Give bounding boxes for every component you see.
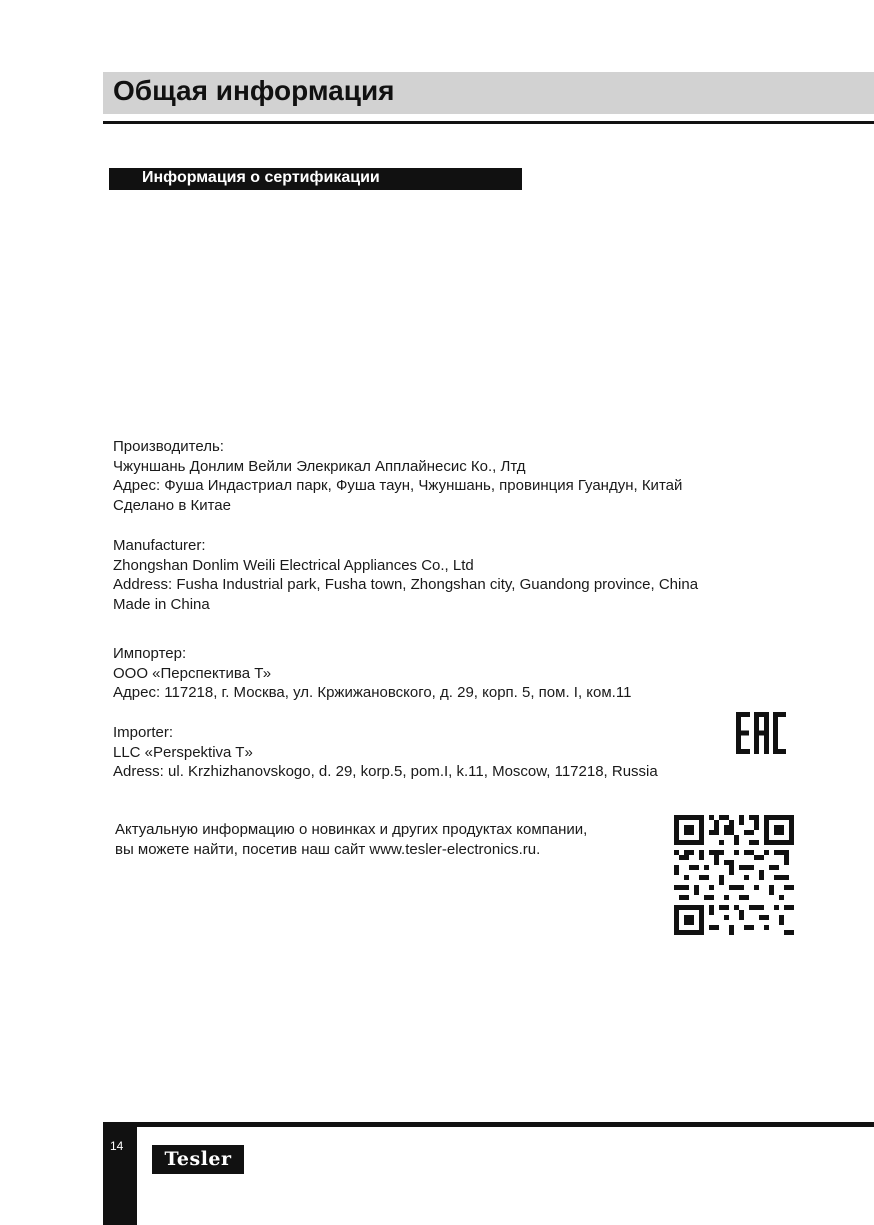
manufacturer-ru-company: Чжуншань Донлим Вейли Элекрикал Апплайнесис Ко., Лтд [113, 457, 526, 475]
page-number: 14 [110, 1139, 124, 1153]
manufacturer-en-block [113, 536, 698, 614]
section-header [109, 168, 522, 190]
importer-ru-label: Импортер: [113, 645, 187, 662]
eac-mark [736, 712, 786, 754]
footer-side-bar [103, 1122, 137, 1225]
importer-en-label: Importer: [113, 724, 174, 741]
header-rule [103, 121, 874, 124]
manufacturer-en-company: Zhongshan Donlim Weili Electrical Appliances Co., Ltd [113, 556, 474, 574]
header-bar [103, 72, 874, 114]
website-info-line-1: Актуальную информацию о новинках и других продуктах компании, [115, 821, 588, 838]
manufacturer-en-made-in: Made in China [113, 595, 210, 613]
qr-code-icon [674, 815, 794, 935]
importer-ru-company: ООО «Перспектива Т» [113, 664, 272, 682]
manufacturer-ru-address: Адрес: Фуша Индастриал парк, Фуша таун, Чжуншань, провинция Гуандун, Китай [113, 477, 683, 494]
importer-en-address: Adress: ul. Krzhizhanovskogo, d. 29, korp.5, pom.I, k.11, Moscow, 117218, Russia [113, 763, 658, 780]
importer-ru-block [113, 644, 631, 703]
footer-rule [103, 1122, 874, 1127]
manufacturer-ru-block [113, 437, 682, 515]
website-info-line-2: вы можете найти, посетив наш сайт www.tesler-electronics.ru. [115, 840, 541, 858]
importer-ru-address: Адрес: 117218, г. Москва, ул. Кржижановского, д. 29, корп. 5, пом. I, ком.11 [113, 684, 632, 701]
manufacturer-ru-label: Производитель: [113, 438, 224, 455]
manufacturer-en-label: Manufacturer: [113, 537, 206, 554]
tesler-logo: Tesler [152, 1145, 244, 1174]
importer-en-company: LLC «Perspektiva T» [113, 743, 253, 761]
section-title: Информация о сертификации [142, 169, 380, 186]
page-title: Общая информация [113, 75, 395, 106]
manufacturer-ru-made-in: Сделано в Китае [113, 496, 231, 514]
importer-en-block [113, 723, 658, 782]
manufacturer-en-address: Address: Fusha Industrial park, Fusha town, Zhongshan city, Guandong province, China [113, 576, 699, 593]
website-info-block [115, 820, 587, 859]
